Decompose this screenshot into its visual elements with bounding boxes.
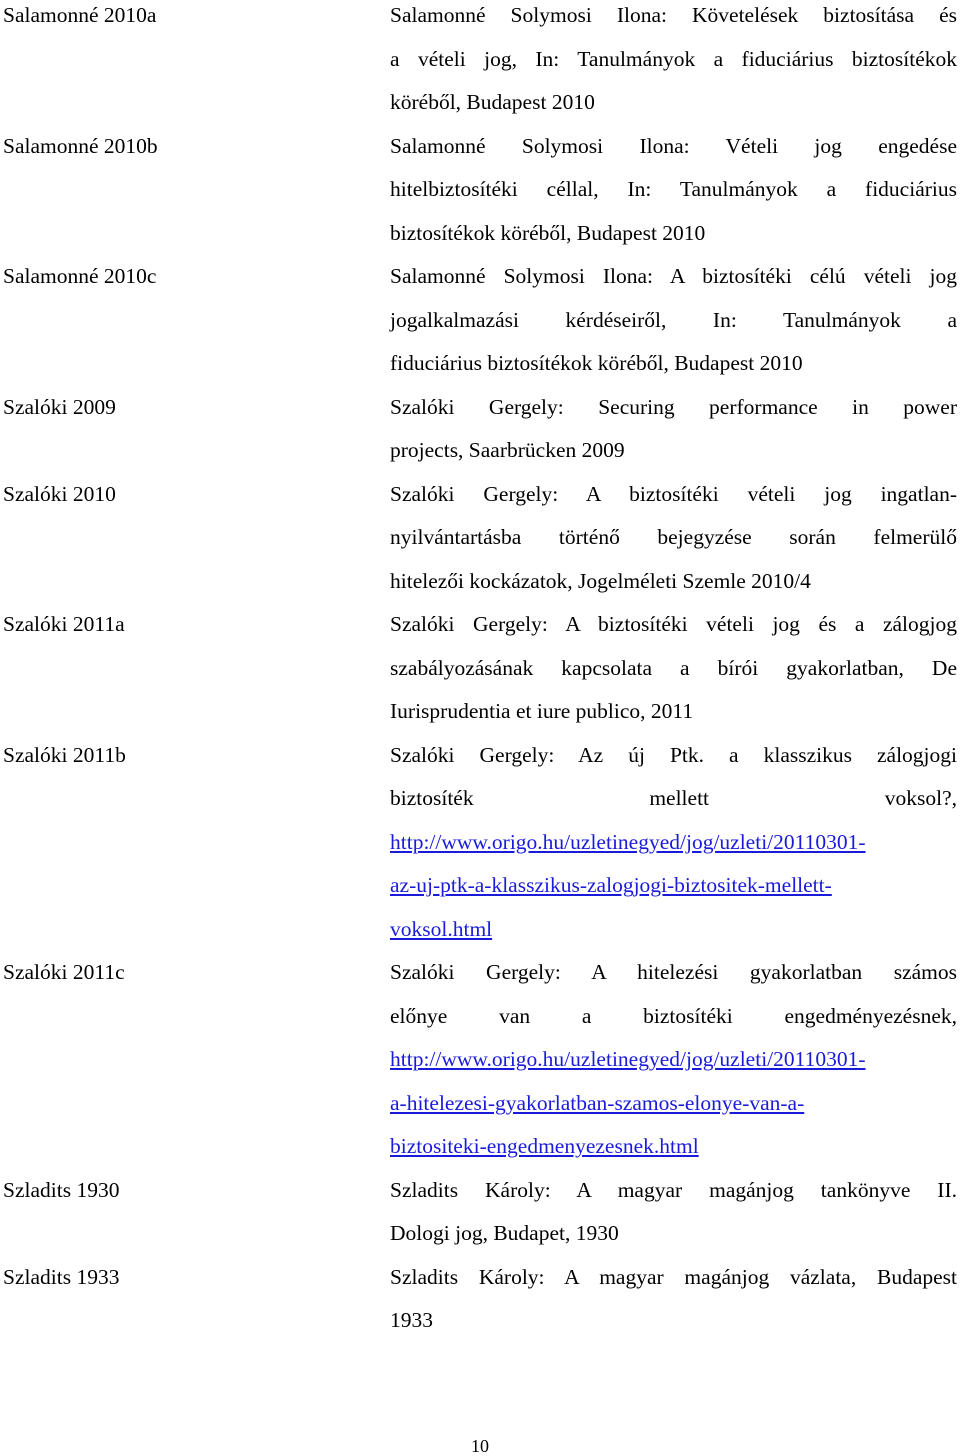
reference-key: Szalóki 2011c [3, 960, 125, 984]
reference-line: 1933 [390, 1308, 433, 1332]
reference-line: fiduciárius biztosítékok köréből, Budapest 2010 [390, 351, 803, 375]
reference-line: Szladits Károly: A magyar magánjog vázlata, Budapest [390, 1264, 957, 1289]
reference-url-link[interactable]: biztositeki-engedmenyezesnek.html [390, 1134, 699, 1158]
reference-key: Szalóki 2011b [3, 742, 126, 767]
reference-text [390, 603, 957, 734]
reference-key: Salamonné 2010a [3, 3, 157, 27]
reference-url-link[interactable]: voksol.html [390, 916, 493, 941]
reference-key: Szalóki 2010 [3, 481, 116, 506]
reference-text [390, 473, 957, 604]
reference-line: Dologi jog, Budapet, 1930 [390, 1221, 619, 1245]
reference-line: Szladits Károly: A magyar magánjog tankönyve II. [390, 1177, 957, 1202]
reference-text [390, 1169, 957, 1256]
reference-key: Szladits 1933 [3, 1264, 120, 1289]
page-number: 10 [471, 1436, 489, 1456]
reference-url-link[interactable]: http://www.origo.hu/uzletinegyed/jog/uzleti/20110301- [390, 1047, 866, 1071]
reference-line: Szalóki Gergely: A biztosítéki vételi jog és a zálogjog [390, 612, 957, 636]
reference-line [390, 1125, 957, 1169]
reference-text [390, 125, 957, 256]
reference-text [390, 1256, 957, 1343]
reference-key: Szalóki 2011a [3, 612, 125, 636]
reference-text [390, 734, 957, 952]
reference-line: hitelezői kockázatok, Jogelméleti Szemle 2010/4 [390, 568, 811, 593]
reference-line: projects, Saarbrücken 2009 [390, 438, 625, 462]
reference-key: Salamonné 2010c [3, 264, 157, 288]
reference-line: biztosítékok köréből, Budapest 2010 [390, 220, 706, 245]
reference-line: Salamonné Solymosi Ilona: A biztosítéki célú vételi jog [390, 264, 957, 288]
reference-line: nyilvántartásba történő bejegyzése során felmerülő [390, 525, 957, 549]
reference-line: Salamonné Solymosi Ilona: Vételi jog engedése [390, 133, 957, 158]
reference-line: Iurisprudentia et iure publico, 2011 [390, 699, 694, 723]
reference-key: Szladits 1930 [3, 1177, 120, 1202]
reference-url-link[interactable]: az-uj-ptk-a-klasszikus-zalogjogi-biztositek-mellett- [390, 873, 832, 897]
reference-url-link[interactable]: a-hitelezesi-gyakorlatban-szamos-elonye-van-a- [390, 1090, 805, 1115]
reference-line [390, 821, 957, 865]
reference-line: jogalkalmazási kérdéseiről, In: Tanulmányok a [390, 307, 957, 332]
reference-text [390, 951, 957, 1169]
reference-line: Szalóki Gergely: Az új Ptk. a klasszikus zálogjogi [390, 742, 957, 767]
reference-line: Szalóki Gergely: A hitelezési gyakorlatban számos [390, 960, 957, 984]
reference-line: előnye van a biztosítéki engedményezésnek, [390, 1003, 957, 1028]
reference-line [390, 864, 957, 908]
reference-line [390, 1038, 957, 1082]
reference-key: Szalóki 2009 [3, 394, 116, 419]
reference-line [390, 1082, 957, 1126]
reference-url-link[interactable]: http://www.origo.hu/uzletinegyed/jog/uzleti/20110301- [390, 829, 866, 854]
reference-text [390, 255, 957, 386]
reference-text [390, 386, 957, 473]
reference-line [390, 908, 957, 952]
reference-line: Salamonné Solymosi Ilona: Követelések biztosítása és [390, 3, 957, 27]
reference-key: Salamonné 2010b [3, 133, 158, 158]
reference-line: biztosíték mellett voksol?, [390, 786, 957, 810]
reference-line: Szalóki Gergely: A biztosítéki vételi jog ingatlan- [390, 481, 957, 506]
reference-line: köréből, Budapest 2010 [390, 90, 595, 114]
reference-line: a vételi jog, In: Tanulmányok a fiduciárius biztosítékok [390, 46, 957, 71]
reference-line: Szalóki Gergely: Securing performance in power [390, 394, 957, 419]
reference-line: szabályozásának kapcsolata a bírói gyakorlatban, De [390, 655, 957, 680]
reference-line: hitelbiztosítéki céllal, In: Tanulmányok a fiduciárius [390, 177, 957, 201]
reference-text [390, 0, 957, 125]
